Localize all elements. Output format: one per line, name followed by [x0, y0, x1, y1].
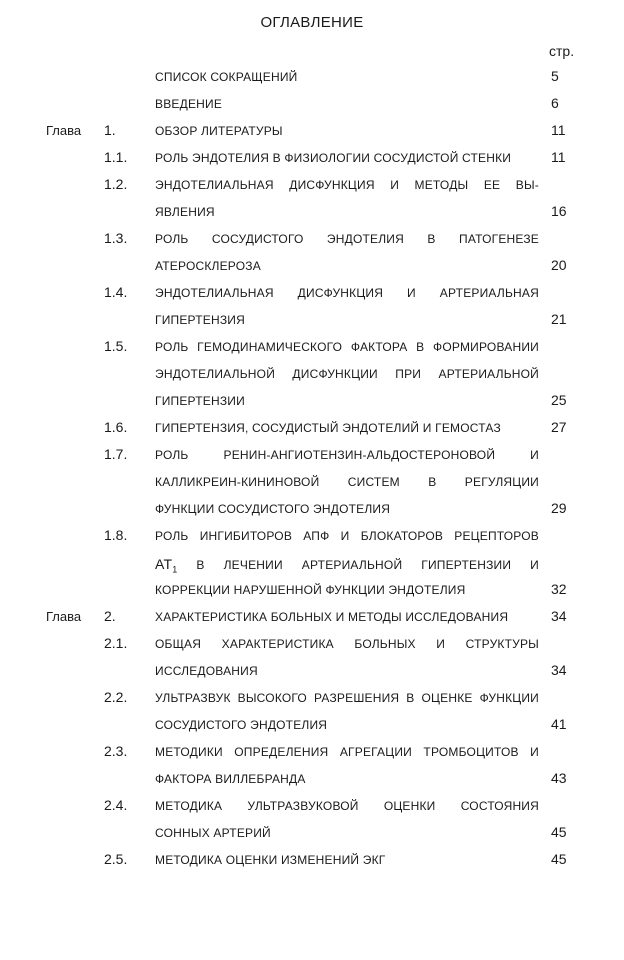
- section-number: 2.3.: [104, 743, 128, 759]
- chapter-word: Глава: [46, 609, 82, 624]
- page-number: 5: [551, 68, 559, 84]
- entry-title-line: МЕТОДИКИ ОПРЕДЕЛЕНИЯ АГРЕГАЦИИ ТРОМБОЦИТОВ И: [155, 745, 539, 759]
- entry-title-line: СОННЫХ АРТЕРИЙ: [155, 826, 271, 840]
- entry-title-line: РОЛЬ ГЕМОДИНАМИЧЕСКОГО ФАКТОРА В ФОРМИРОВАНИИ: [155, 340, 539, 354]
- entry-title-line: ЭНДОТЕЛИАЛЬНОЙ ДИСФУНКЦИИ ПРИ АРТЕРИАЛЬНОЙ: [155, 367, 539, 381]
- entry-title-line: ГИПЕРТЕНЗИИ: [155, 394, 245, 408]
- entry-title-line: ФАКТОРА ВИЛЛЕБРАНДА: [155, 772, 306, 786]
- entry-title-line: РОЛЬ СОСУДИСТОГО ЭНДОТЕЛИЯ В ПАТОГЕНЕЗЕ: [155, 232, 539, 246]
- entry-title-line: РОЛЬ РЕНИН-АНГИОТЕНЗИН-АЛЬДОСТЕРОНОВОЙ И: [155, 448, 539, 462]
- entry-title-line: СПИСОК СОКРАЩЕНИЙ: [155, 70, 298, 84]
- entry-title-line: ЭНДОТЕЛИАЛЬНАЯ ДИСФУНКЦИЯ И МЕТОДЫ ЕЕ ВЫ-: [155, 178, 539, 192]
- page-number: 11: [551, 149, 566, 165]
- entry-title-line: ВВЕДЕНИЕ: [155, 97, 223, 111]
- section-number: 1.8.: [104, 527, 128, 543]
- entry-title-line: РОЛЬ ИНГИБИТОРОВ АПФ И БЛОКАТОРОВ РЕЦЕПТОРОВ: [155, 529, 539, 543]
- section-number: 1.6.: [104, 419, 128, 435]
- entry-title-line: ХАРАКТЕРИСТИКА БОЛЬНЫХ И МЕТОДЫ ИССЛЕДОВАНИЯ: [155, 610, 509, 624]
- page-number: 25: [551, 392, 567, 408]
- entry-title-line: ЭНДОТЕЛИАЛЬНАЯ ДИСФУНКЦИЯ И АРТЕРИАЛЬНАЯ: [155, 286, 539, 300]
- page-number: 41: [551, 716, 567, 732]
- section-number: 2.1.: [104, 635, 128, 651]
- entry-title-line: СОСУДИСТОГО ЭНДОТЕЛИЯ: [155, 718, 328, 732]
- section-number: 1.: [104, 122, 116, 138]
- entry-title-line: $АТ_1$ В ЛЕЧЕНИИ АРТЕРИАЛЬНОЙ ГИПЕРТЕНЗИИ И: [155, 556, 539, 575]
- entry-title-line: ЯВЛЕНИЯ: [155, 205, 215, 219]
- section-number: 2.: [104, 608, 116, 624]
- page-number: 16: [551, 203, 567, 219]
- page-number: 29: [551, 500, 567, 516]
- entry-title-line: ГИПЕРТЕНЗИЯ: [155, 313, 245, 327]
- page-number: 32: [551, 581, 567, 597]
- entry-title-line: АТЕРОСКЛЕРОЗА: [155, 259, 261, 273]
- entry-title-line: УЛЬТРАЗВУК ВЫСОКОГО РАЗРЕШЕНИЯ В ОЦЕНКЕ ФУНКЦИИ: [155, 691, 539, 705]
- page-number: 6: [551, 95, 559, 111]
- entry-title-line: ИССЛЕДОВАНИЯ: [155, 664, 258, 678]
- chapter-word: Глава: [46, 123, 82, 138]
- entry-title-line: ФУНКЦИИ СОСУДИСТОГО ЭНДОТЕЛИЯ: [155, 502, 391, 516]
- entry-title-line: ОБЩАЯ ХАРАКТЕРИСТИКА БОЛЬНЫХ И СТРУКТУРЫ: [155, 637, 539, 651]
- entry-title-line: КАЛЛИКРЕИН-КИНИНОВОЙ СИСТЕМ В РЕГУЛЯЦИИ: [155, 475, 539, 489]
- page-number: 11: [551, 122, 566, 138]
- toc-title: ОГЛАВЛЕНИЕ: [260, 14, 364, 31]
- page-number: 43: [551, 770, 567, 786]
- section-number: 1.1.: [104, 149, 128, 165]
- page-number: 27: [551, 419, 567, 435]
- entry-title-line: МЕТОДИКА УЛЬТРАЗВУКОВОЙ ОЦЕНКИ СОСТОЯНИЯ: [155, 799, 539, 813]
- section-number: 1.5.: [104, 338, 128, 354]
- page-number: 45: [551, 851, 567, 867]
- page-number: 45: [551, 824, 567, 840]
- section-number: 1.4.: [104, 284, 128, 300]
- section-number: 2.5.: [104, 851, 128, 867]
- entry-title-line: КОРРЕКЦИИ НАРУШЕННОЙ ФУНКЦИИ ЭНДОТЕЛИЯ: [155, 583, 466, 597]
- entry-title-line: МЕТОДИКА ОЦЕНКИ ИЗМЕНЕНИЙ ЭКГ: [155, 853, 386, 867]
- page-column-label: стр.: [549, 43, 575, 59]
- section-number: 1.7.: [104, 446, 128, 462]
- entry-title-line: ГИПЕРТЕНЗИЯ, СОСУДИСТЫЙ ЭНДОТЕЛИЙ И ГЕМОСТАЗ: [155, 421, 501, 435]
- section-number: 1.2.: [104, 176, 128, 192]
- entry-title-line: ОБЗОР ЛИТЕРАТУРЫ: [155, 124, 283, 138]
- section-number: 2.2.: [104, 689, 128, 705]
- section-number: 2.4.: [104, 797, 128, 813]
- page-number: 21: [551, 311, 567, 327]
- page-number: 20: [551, 257, 567, 273]
- section-number: 1.3.: [104, 230, 128, 246]
- entry-title-line: РОЛЬ ЭНДОТЕЛИЯ В ФИЗИОЛОГИИ СОСУДИСТОЙ СТЕНКИ: [155, 151, 512, 165]
- page-number: 34: [551, 608, 567, 624]
- page-number: 34: [551, 662, 567, 678]
